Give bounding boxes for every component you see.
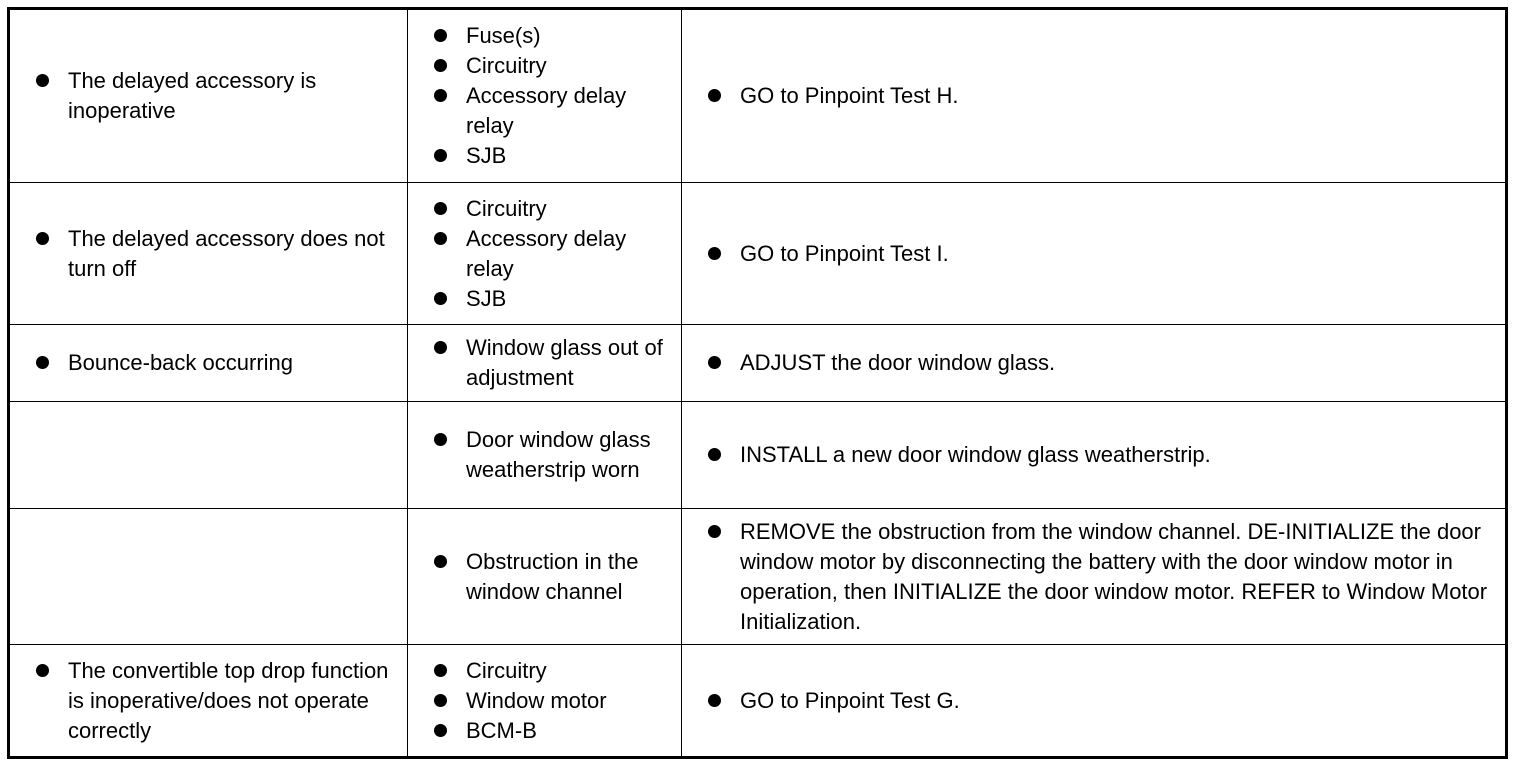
condition-text: The convertible top drop function is inoperative/does not operate correctly — [68, 657, 389, 743]
list-item — [10, 224, 407, 284]
action-cell — [682, 9, 1507, 183]
table-row — [9, 645, 1507, 758]
condition-text: The delayed accessory is inoperative — [68, 68, 317, 123]
list-item — [682, 686, 1505, 716]
table-row — [9, 9, 1507, 183]
list-item — [10, 66, 407, 126]
cause-text: Circuitry — [466, 657, 547, 683]
action-cell — [682, 325, 1507, 402]
action-text: GO to Pinpoint Test H. — [740, 83, 959, 108]
cause-text: Door window glass weatherstrip worn — [466, 427, 651, 482]
cause-text: BCM-B — [466, 717, 537, 743]
bullet-icon — [708, 694, 721, 707]
cause-cell — [408, 509, 682, 645]
cause-cell — [408, 9, 682, 183]
condition-cell — [9, 645, 408, 758]
action-cell — [682, 509, 1507, 645]
action-cell — [682, 183, 1507, 325]
list-item — [682, 517, 1505, 637]
condition-cell — [9, 183, 408, 325]
bullet-icon — [434, 724, 447, 737]
condition-cell — [9, 402, 408, 509]
action-text: GO to Pinpoint Test I. — [740, 240, 949, 266]
list-item — [408, 284, 681, 314]
list-item — [682, 81, 1505, 111]
list-item — [408, 333, 681, 393]
list-item — [408, 425, 681, 485]
bullet-icon — [708, 356, 721, 369]
bullet-icon — [434, 694, 447, 707]
list-item — [408, 656, 681, 686]
action-text: INSTALL a new door window glass weatherstrip. — [740, 442, 1211, 467]
bullet-icon — [434, 149, 447, 162]
list-item — [408, 21, 681, 51]
list-item — [10, 656, 407, 746]
list-item — [408, 716, 681, 746]
cause-text: Accessory delay relay — [466, 83, 627, 138]
action-text: GO to Pinpoint Test G. — [740, 687, 960, 713]
bullet-icon — [434, 433, 447, 446]
bullet-icon — [434, 59, 447, 72]
list-item — [408, 51, 681, 81]
cause-text: Obstruction in the window channel — [466, 548, 639, 604]
bullet-icon — [708, 525, 721, 538]
bullet-icon — [36, 232, 49, 245]
cause-cell — [408, 402, 682, 509]
bullet-icon — [434, 292, 447, 305]
bullet-icon — [708, 247, 721, 260]
cause-cell — [408, 183, 682, 325]
bullet-icon — [708, 448, 721, 461]
bullet-icon — [434, 29, 447, 42]
list-item — [682, 239, 1505, 269]
list-item — [408, 141, 681, 171]
table-row — [9, 325, 1507, 402]
cause-text: Circuitry — [466, 53, 547, 78]
condition-text: The delayed accessory does not turn off — [68, 225, 385, 281]
condition-cell — [9, 325, 408, 402]
bullet-icon — [708, 89, 721, 102]
table-row — [9, 509, 1507, 645]
cause-text: SJB — [466, 285, 507, 311]
list-item — [408, 81, 681, 141]
bullet-icon — [434, 202, 447, 215]
action-cell — [682, 402, 1507, 509]
condition-cell — [9, 9, 408, 183]
list-item — [682, 440, 1505, 470]
list-item — [408, 547, 681, 607]
bullet-icon — [434, 664, 447, 677]
list-item — [408, 194, 681, 224]
cause-text: Fuse(s) — [466, 23, 541, 48]
list-item — [408, 686, 681, 716]
condition-text: Bounce-back occurring — [68, 350, 294, 375]
bullet-icon — [434, 341, 447, 354]
action-text: ADJUST the door window glass. — [740, 350, 1056, 375]
cause-text: Circuitry — [466, 195, 547, 221]
bullet-icon — [36, 356, 49, 369]
cause-cell — [408, 325, 682, 402]
cause-cell — [408, 645, 682, 758]
condition-cell — [9, 509, 408, 645]
bullet-icon — [434, 555, 447, 568]
bullet-icon — [434, 89, 447, 102]
list-item — [10, 348, 407, 378]
cause-text: Accessory delay relay — [466, 225, 627, 281]
symptom-chart-table — [7, 7, 1508, 759]
bullet-icon — [36, 74, 49, 87]
cause-text: Window glass out of adjustment — [466, 335, 663, 390]
cause-text: SJB — [466, 143, 507, 168]
action-text: REMOVE the obstruction from the window channel. DE-INITIALIZE the door window motor by disconnecting the battery with the door window motor in operation, then INITIALIZE the door window motor. REFER to Window Motor Initialization. — [740, 518, 1488, 634]
table-row — [9, 402, 1507, 509]
cause-text: Window motor — [466, 687, 607, 713]
bullet-icon — [36, 664, 49, 677]
action-cell — [682, 645, 1507, 758]
table-row — [9, 183, 1507, 325]
list-item — [682, 348, 1505, 378]
bullet-icon — [434, 232, 447, 245]
list-item — [408, 224, 681, 284]
